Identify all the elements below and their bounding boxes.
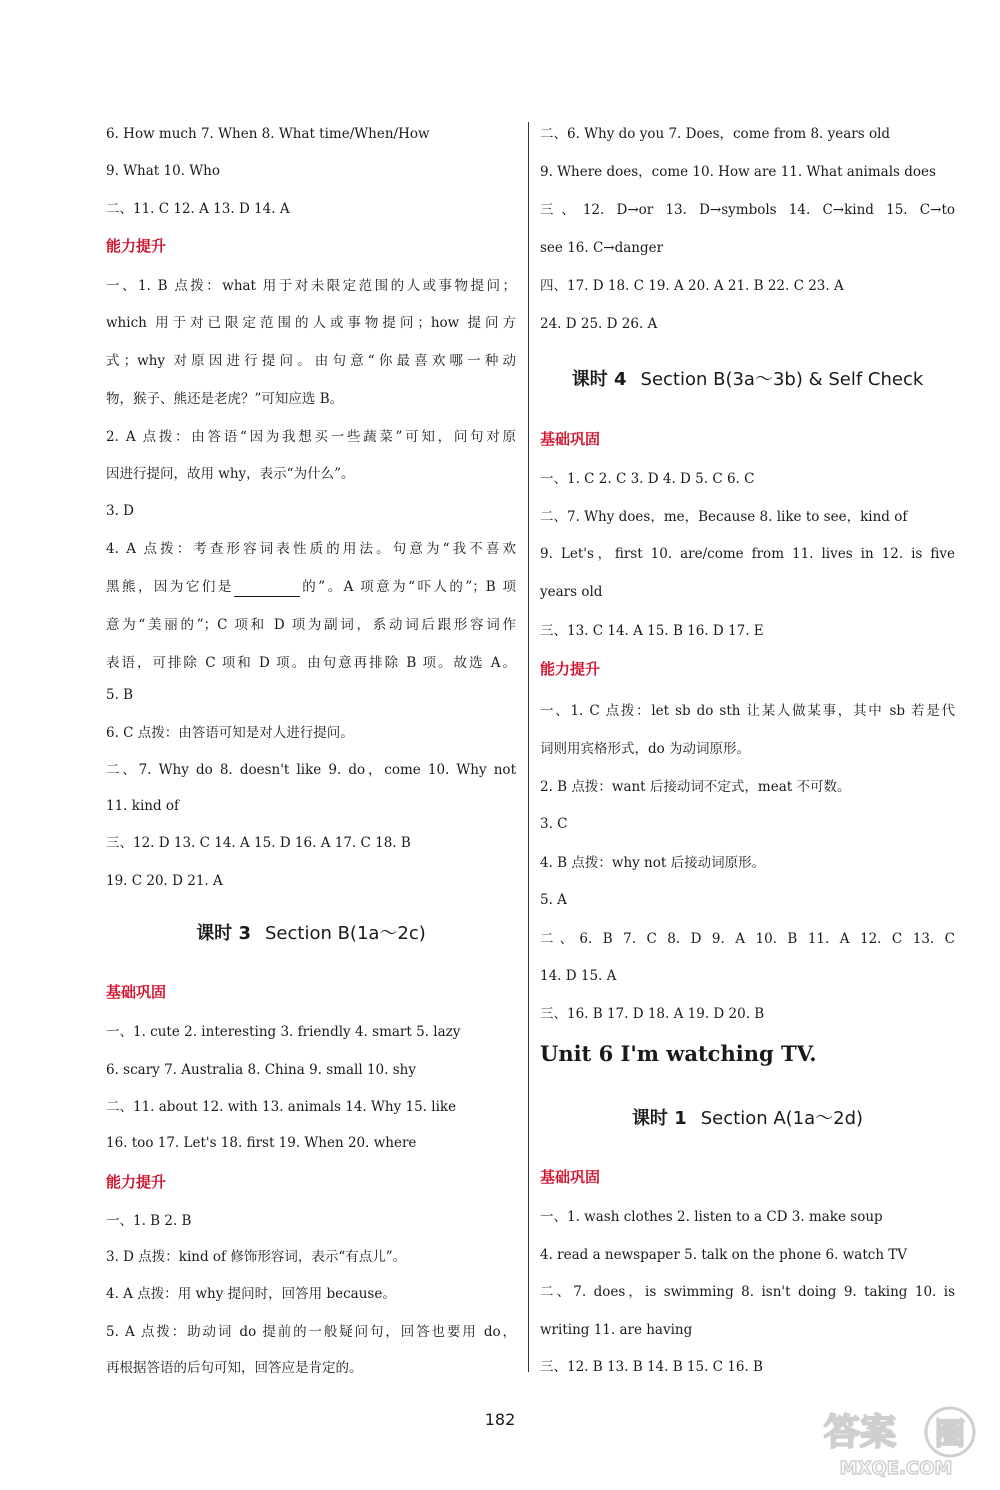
answer-line: 一、1. B 2. B: [106, 1213, 192, 1229]
answer-line: 19. C 20. D 21. A: [106, 873, 223, 889]
answer-line: 四、17. D 18. C 19. A 20. A 21. B 22. C 23. A: [540, 278, 844, 294]
answer-line: 二、11. C 12. A 13. D 14. A: [106, 201, 290, 217]
answer-line: 3. D: [106, 503, 134, 519]
svg-text:MXQE.COM: MXQE.COM: [839, 1458, 953, 1478]
answer-line: 5. A 点拨：助动词 do 提前的一般疑问句，回答也要用 do，: [106, 1324, 516, 1340]
answer-line: 6. scary 7. Australia 8. China 9. small 10. shy: [106, 1062, 416, 1078]
answer-line: 物，猴子、熊还是老虎？”可知应选 B。: [106, 391, 344, 407]
answer-line: 4. A 点拨：用 why 提问时，回答用 because。: [106, 1286, 396, 1302]
answer-line: 式；why 对原因进行提问。由句意“你最喜欢哪一种动: [106, 353, 516, 369]
answer-line: 9. Let's，first 10. are/come from 11. lives in 12. is five: [540, 546, 955, 562]
answer-line: 二、7. Why do 8. doesn't like 9. do，come 10. Why not: [106, 762, 516, 778]
fill-blank: [234, 582, 300, 597]
answer-line: 4. A 点拨：考查形容词表性质的用法。句意为“我不喜欢: [106, 541, 516, 557]
section-heading: 基础巩固: [540, 1168, 601, 1186]
answer-line: 一、1. cute 2. interesting 3. friendly 4. smart 5. lazy: [106, 1024, 461, 1040]
answer-line: 表语，可排除 C 项和 D 项。由句意再排除 B 项。故选 A。: [106, 655, 516, 671]
answer-line: 6. How much 7. When 8. What time/When/How: [106, 126, 430, 142]
answer-line: 2. A 点拨：由答语“因为我想买一些蔬菜”可知，问句对原: [106, 429, 516, 445]
answer-line: see 16. C→danger: [540, 240, 664, 256]
answer-line: 14. D 15. A: [540, 968, 617, 984]
column-divider: [528, 122, 529, 1372]
answer-line: 3. D 点拨：kind of 修饰形容词，表示“有点儿”。: [106, 1249, 407, 1265]
answer-line: 二、7. does，is swimming 8. isn't doing 9. taking 10. is: [540, 1284, 955, 1300]
lesson-section: Section B(1a～2c): [264, 923, 426, 944]
lesson-number: 课时 1: [631, 1108, 687, 1129]
watermark-logo: [800, 1404, 978, 1478]
answer-line: years old: [540, 584, 603, 600]
lesson-number: 课时 4: [571, 369, 627, 390]
answer-line: 二、6. Why do you 7. Does，come from 8. years old: [540, 126, 891, 142]
answer-line: 一、1. C 2. C 3. D 4. D 5. C 6. C: [540, 471, 755, 487]
lesson-section: Section A(1a～2d): [700, 1108, 864, 1129]
answer-line: 意为“美丽的”；C 项和 D 项为副词，系动词后跟形容词作: [106, 617, 516, 633]
section-heading: 能力提升: [106, 1173, 167, 1191]
svg-text:答案: 答案: [823, 1412, 897, 1453]
answer-line: 5. A: [540, 892, 567, 908]
answer-line: 黑熊，因为它们是 的”。A 项意为“吓人的”；B 项: [106, 579, 516, 595]
answer-line: 一、1. B 点拨：what 用于对未限定范围的人或事物提问；: [106, 278, 516, 294]
answer-line: 二、6. B 7. C 8. D 9. A 10. B 11. A 12. C 13. C: [540, 931, 955, 947]
lesson-heading: [106, 924, 516, 944]
answer-line: 二、11. about 12. with 13. animals 14. Why 15. like: [106, 1099, 457, 1115]
lesson-section: Section B(3a～3b) & Self Check: [640, 369, 924, 390]
section-heading: 能力提升: [106, 237, 167, 255]
answer-line: 词则用宾格形式，do 为动词原形。: [540, 741, 751, 757]
section-heading: 能力提升: [540, 660, 601, 678]
answer-line: 4. read a newspaper 5. talk on the phone 6. watch TV: [540, 1247, 908, 1263]
lesson-number: 课时 3: [196, 923, 251, 944]
answer-line: 24. D 25. D 26. A: [540, 316, 658, 332]
lesson-heading: [540, 1109, 955, 1129]
answer-line: 11. kind of: [106, 798, 180, 814]
answer-line: 3. C: [540, 816, 568, 832]
answer-line: 三、12. D→or 13. D→symbols 14. C→kind 15. C→to: [540, 202, 955, 218]
answer-line: 三、12. D 13. C 14. A 15. D 16. A 17. C 18. B: [106, 835, 411, 851]
answer-line: writing 11. are having: [540, 1322, 693, 1338]
answer-line: 三、12. B 13. B 14. B 15. C 16. B: [540, 1359, 763, 1375]
section-heading: 基础巩固: [540, 430, 601, 448]
svg-text:圈: 圈: [935, 1417, 965, 1452]
answer-line: 因进行提问，故用 why，表示“为什么”。: [106, 466, 355, 482]
lesson-heading: [540, 370, 955, 390]
unit-title: Unit 6 I'm watching TV.: [540, 1041, 817, 1066]
answer-line: 6. C 点拨：由答语可知是对人进行提问。: [106, 725, 354, 741]
answer-line: 三、13. C 14. A 15. B 16. D 17. E: [540, 623, 764, 639]
answer-line: 三、16. B 17. D 18. A 19. D 20. B: [540, 1006, 765, 1022]
answer-line: 4. B 点拨：why not 后接动词原形。: [540, 855, 766, 871]
answer-line: 9. What 10. Who: [106, 163, 220, 179]
answer-line: 5. B: [106, 687, 134, 703]
page-number: 182: [484, 1410, 516, 1429]
answer-line: 2. B 点拨：want 后接动词不定式，meat 不可数。: [540, 779, 851, 795]
answer-line: 16. too 17. Let's 18. first 19. When 20. where: [106, 1135, 417, 1151]
answer-line: which 用于对已限定范围的人或事物提问；how 提问方: [106, 315, 516, 331]
answer-line: 一、1. wash clothes 2. listen to a CD 3. make soup: [540, 1209, 883, 1225]
section-heading: 基础巩固: [106, 983, 167, 1001]
answer-line: 一、1. C 点拨：let sb do sth 让某人做某事，其中 sb 若是代: [540, 703, 955, 719]
answer-line: 二、7. Why does，me，Because 8. like to see，kind of: [540, 509, 908, 525]
answer-line: 9. Where does，come 10. How are 11. What animals does: [540, 164, 936, 180]
answer-line: 再根据答语的后句可知，回答应是肯定的。: [106, 1360, 363, 1376]
